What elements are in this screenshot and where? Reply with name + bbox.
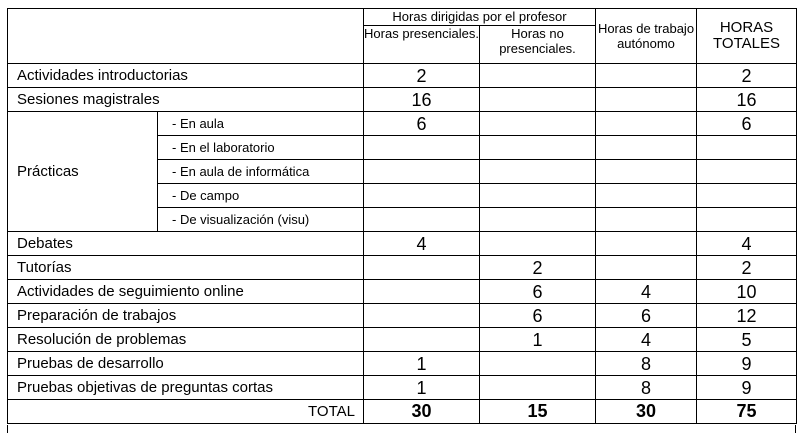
cell-autonomo — [596, 112, 697, 136]
cell-autonomo — [596, 88, 697, 112]
cell-no-presenciales: 6 — [480, 280, 596, 304]
row-label: Debates — [8, 232, 364, 256]
table-row-seguimiento — [8, 280, 797, 304]
cell-no-presenciales — [480, 88, 596, 112]
cell-total: 2 — [697, 256, 797, 280]
cell-total: 4 — [697, 232, 797, 256]
cell-autonomo — [596, 184, 697, 208]
cell-total: 12 — [697, 304, 797, 328]
cell-presenciales — [364, 136, 480, 160]
header-corner — [8, 9, 364, 64]
cell-presenciales — [364, 328, 480, 352]
cell-no-presenciales — [480, 160, 596, 184]
cell-total: 9 — [697, 376, 797, 400]
header-row-top — [8, 9, 797, 26]
cell-no-presenciales — [480, 112, 596, 136]
cell-total — [697, 160, 797, 184]
table-bottom-frame — [7, 425, 796, 433]
table-row-debates — [8, 232, 797, 256]
total-label: TOTAL — [8, 400, 364, 424]
total-autonomo: 30 — [596, 400, 697, 424]
practicas-sub-label: - En aula de informática — [158, 160, 364, 184]
cell-no-presenciales — [480, 64, 596, 88]
cell-presenciales: 2 — [364, 64, 480, 88]
cell-total: 16 — [697, 88, 797, 112]
row-label: Pruebas objetivas de preguntas cortas — [8, 376, 364, 400]
practicas-sub-label: - En aula — [158, 112, 364, 136]
cell-total — [697, 208, 797, 232]
total-total: 75 — [697, 400, 797, 424]
cell-presenciales: 1 — [364, 352, 480, 376]
cell-no-presenciales — [480, 136, 596, 160]
cell-no-presenciales: 6 — [480, 304, 596, 328]
cell-presenciales: 6 — [364, 112, 480, 136]
cell-no-presenciales — [480, 208, 596, 232]
cell-autonomo — [596, 256, 697, 280]
cell-autonomo — [596, 160, 697, 184]
cell-total — [697, 184, 797, 208]
header-presenciales: Horas presenciales. — [364, 26, 480, 64]
header-autonomo: Horas de trabajo autónomo — [596, 9, 697, 64]
cell-total: 6 — [697, 112, 797, 136]
cell-presenciales — [364, 304, 480, 328]
cell-no-presenciales — [480, 376, 596, 400]
cell-autonomo — [596, 64, 697, 88]
table-row-objetivas — [8, 376, 797, 400]
row-label: Pruebas de desarrollo — [8, 352, 364, 376]
practicas-sub-label: - En el laboratorio — [158, 136, 364, 160]
cell-autonomo: 4 — [596, 328, 697, 352]
cell-total: 10 — [697, 280, 797, 304]
cell-autonomo — [596, 136, 697, 160]
header-no-presenciales: Horas no presenciales. — [480, 26, 596, 64]
row-label: Actividades introductorias — [8, 64, 364, 88]
table-row-introductorias — [8, 64, 797, 88]
cell-no-presenciales: 1 — [480, 328, 596, 352]
cell-presenciales — [364, 256, 480, 280]
cell-total: 9 — [697, 352, 797, 376]
table-row-resolucion — [8, 328, 797, 352]
cell-no-presenciales — [480, 232, 596, 256]
row-label: Actividades de seguimiento online — [8, 280, 364, 304]
cell-autonomo: 8 — [596, 352, 697, 376]
row-label: Resolución de problemas — [8, 328, 364, 352]
cell-no-presenciales: 2 — [480, 256, 596, 280]
header-group-label: Horas dirigidas por el profesor — [364, 9, 596, 26]
cell-total: 2 — [697, 64, 797, 88]
cell-no-presenciales — [480, 352, 596, 376]
cell-autonomo: 8 — [596, 376, 697, 400]
table-row-magistrales — [8, 88, 797, 112]
cell-presenciales — [364, 184, 480, 208]
table-row-preparacion — [8, 304, 797, 328]
total-presenciales: 30 — [364, 400, 480, 424]
practicas-sub-label: - De visualización (visu) — [158, 208, 364, 232]
cell-presenciales: 1 — [364, 376, 480, 400]
cell-autonomo — [596, 208, 697, 232]
table-row-tutorias — [8, 256, 797, 280]
cell-no-presenciales — [480, 184, 596, 208]
row-label: Tutorías — [8, 256, 364, 280]
cell-autonomo: 6 — [596, 304, 697, 328]
table-row-desarrollo — [8, 352, 797, 376]
cell-total — [697, 136, 797, 160]
row-label: Sesiones magistrales — [8, 88, 364, 112]
cell-presenciales: 4 — [364, 232, 480, 256]
cell-total: 5 — [697, 328, 797, 352]
cell-presenciales — [364, 280, 480, 304]
practicas-sub-label: - De campo — [158, 184, 364, 208]
hours-table — [7, 8, 797, 424]
total-no-presenciales: 15 — [480, 400, 596, 424]
cell-presenciales — [364, 160, 480, 184]
practicas-label: Prácticas — [8, 112, 158, 232]
table-row-total — [8, 400, 797, 424]
header-totales: HORAS TOTALES — [697, 9, 797, 64]
cell-autonomo — [596, 232, 697, 256]
cell-presenciales — [364, 208, 480, 232]
row-label: Preparación de trabajos — [8, 304, 364, 328]
cell-autonomo: 4 — [596, 280, 697, 304]
cell-presenciales: 16 — [364, 88, 480, 112]
table-row-practicas-aula — [8, 112, 797, 136]
